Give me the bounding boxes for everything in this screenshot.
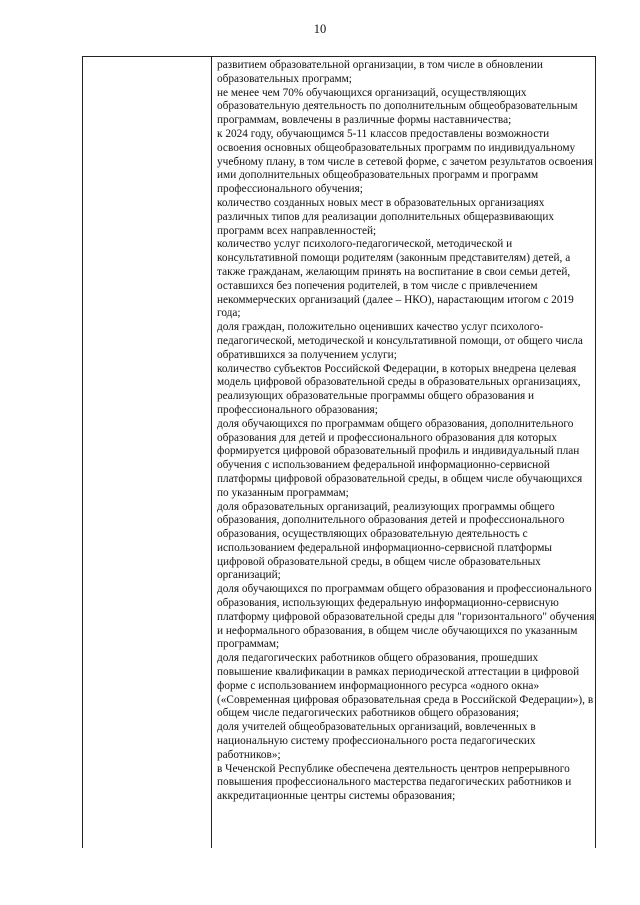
paragraph: развитием образовательной организации, в том числе в обновлении образовательных программ; bbox=[217, 59, 543, 85]
paragraph: доля обучающихся по программам общего образования, дополнительного образования для детей и профессионального образования для которых формируется цифровой образовательный профиль и индивидуальный план обучения с использованием федеральной информационно-сервисной платформы цифровой образовательной среды, в общем числе обучающихся по указанным программам; bbox=[217, 417, 583, 499]
paragraph: доля граждан, положительно оценивших качество услуг психолого-педагогической, методической и консультативной помощи, от общего числа обратившихся за получением услуги; bbox=[217, 321, 583, 361]
paragraph: доля обучающихся по программам общего образования и профессионального образования, использующих федеральную информационно-сервисную платформу цифровой образовательной среды для "горизонтального" обучения и неформального образования, в общем числе обучающихся по указанным программам; bbox=[217, 583, 595, 651]
paragraph: не менее чем 70% обучающихся организаций, осуществляющих образовательную деятельность по дополнительным общеобразовательным программам, вовлечены в различные формы наставничества; bbox=[217, 86, 578, 127]
column-divider bbox=[211, 57, 212, 848]
paragraph: количество субъектов Российской Федерации, в которых внедрена целевая модель цифровой образовательной среды в образовательных организациях, реализующих образовательные программы общего образования и профессионального образования; bbox=[217, 362, 581, 416]
paragraph: доля учителей общеобразовательных организаций, вовлеченных в национальную систему профессионального роста педагогических работников»; bbox=[217, 721, 536, 761]
paragraph: доля образовательных организаций, реализующих программы общего образования, дополнительного образования детей и профессионального образования, осуществляющих образовательную деятельность с использованием федеральной информационно-сервисной платформы цифровой образовательной среды, в общем числе образовательных организаций; bbox=[217, 500, 565, 582]
paragraph: доля педагогических работников общего образования, прошедших повышение квалификации в рамках периодической аттестации в цифровой форме с использованием информационного ресурса «одного окна» («Современная цифровая образовательная среда в Российской Федерации»), в общем числе педагогических работников общего образования; bbox=[217, 652, 594, 720]
paragraph: к 2024 году, обучающимся 5-11 классов предоставлены возможности освоения основных общеобразовательных программ по индивидуальному учебному плану, в том числе в сетевой форме, с зачетом результатов освоения ими дополнительных общеобразовательных программ и программ профессионального обучения; bbox=[217, 127, 593, 196]
paragraph: количество созданных новых мест в образовательных организациях различных типов для реализации дополнительных общеразвивающих программ всех направленностей; bbox=[217, 196, 555, 237]
table-cell-right bbox=[217, 59, 595, 804]
paragraph: в Чеченской Республике обеспечена деятельность центров непрерывного повышения профессионального мастерства педагогических работников и аккредитационные центры системы образования; bbox=[217, 762, 572, 803]
document-table bbox=[82, 56, 596, 848]
paragraph: количество услуг психолого-педагогической, методической и консультативной помощи родителям (законным представителям) детей, а также гражданам, желающим принять на воспитание в свои семьи детей, оставшихся без попечения родителей, в том числе с привлечением некоммерческих организаций (далее – НКО), нарастающим итогом с 2019 года; bbox=[217, 238, 574, 320]
page-number: 10 bbox=[313, 22, 327, 36]
